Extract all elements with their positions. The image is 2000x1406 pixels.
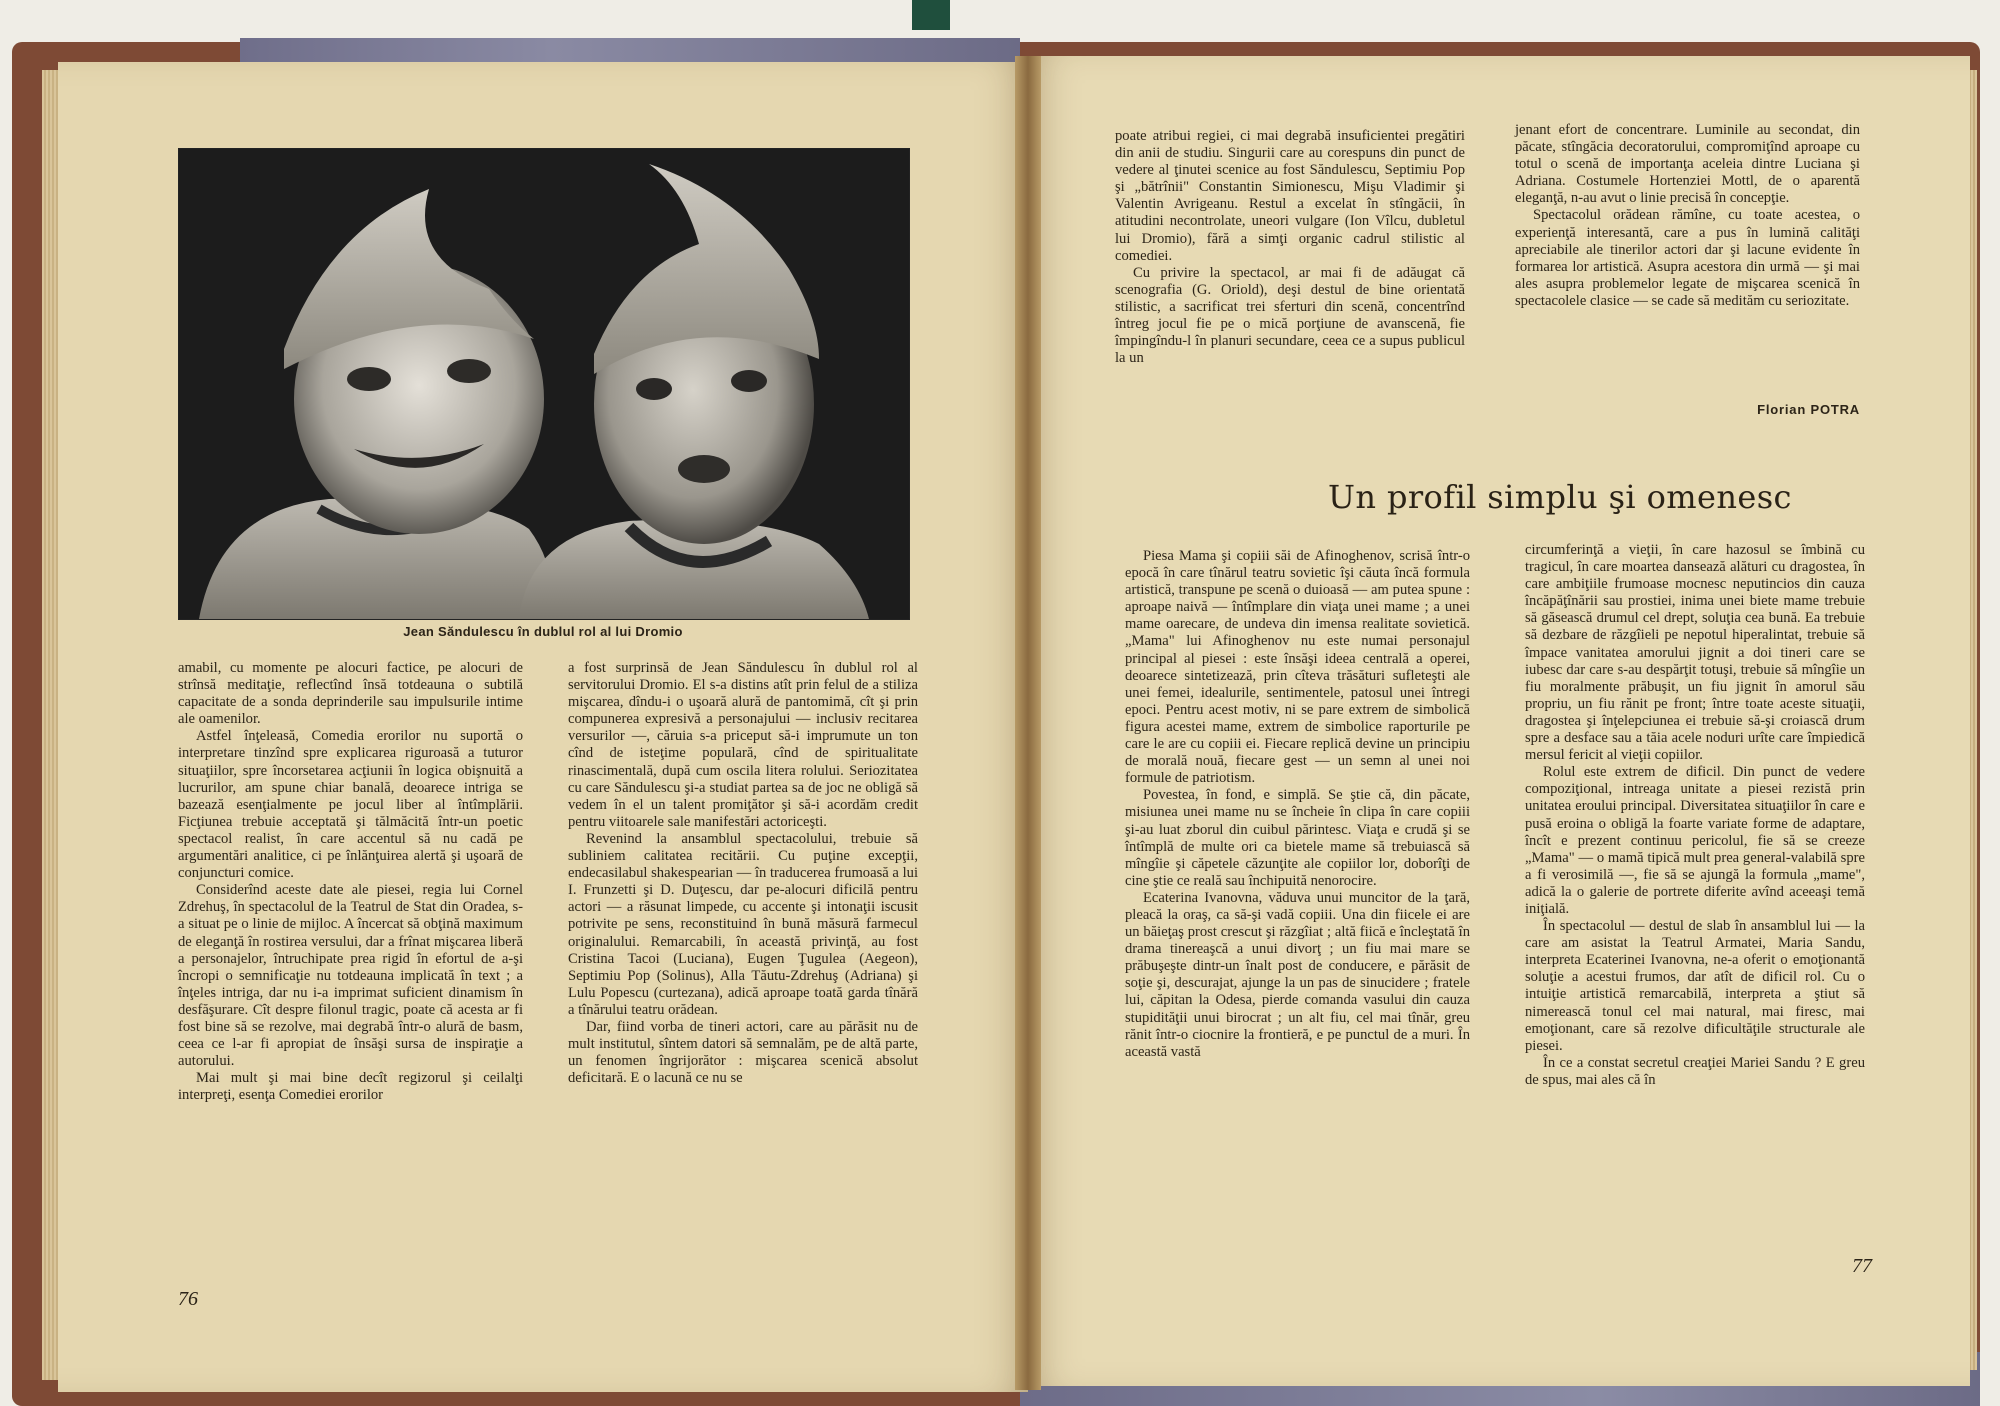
right-page-bottom-column-2 (1525, 542, 1865, 1089)
paragraph: circumferinţă a vieţii, în care hazosul se îmbină cu tragicul, în care moartea dansează alături cu dragostea, în care ambiţiile frumoase mocnesc neputincios din cauza încăpăţînării sau prostiei, inima unei biete mame trebuie să găsească drumul cel drept, soluţia cea bună. Ea trebuie să dezbare de răzgîieli pe nepotul hiperalintat, trebuie să împace vanitatea amorului jignit a doi tineri care se iubesc dar care s-au despărţit totuşi, trebuie să mîngîie un fiu moralmente prăbuşit, un fiu jignit în amorul său propriu, un fiu rănit pe front; între toate aceste situaţii, dragostea şi înţelepciunea ei trebuie să-şi croiască drum spre a desface sau a tăia acele noduri urîte care împiedică mersul fericit al vieţii copiilor. (1525, 542, 1865, 764)
page-number-right: 77 (1852, 1255, 1872, 1277)
paragraph: Astfel înţeleasă, Comedia erorilor nu suportă o interpretare tinzînd spre explicarea riguroasă a tuturor situaţiilor, spre încorsetarea acţiunii în logica obişnuită a lucrurilor, am spune chiar banală, deoarece intriga se bazează esenţialmente pe jocul liber al întîmplării. Ficţiunea trebuie acceptată şi tălmăcită într-un poetic spectacol realist, în care accentul să nu cadă pe argumentări analitice, ci pe înlănţuirea alertă şi uşoară de conjuncturi comice. (178, 728, 523, 882)
paragraph: Revenind la ansamblul spectacolului, trebuie să subliniem calitatea recitării. Cu puţine excepţii, endecasilabul shakespearian — în traducerea frumoasă a lui I. Frunzetti şi D. Duţescu, dar pe-alocuri dificilă pentru actori — a răsunat limpede, cu accente şi intonaţii iscusit potrivite pe sens, reconstituind în bună măsură farmecul originalului. Remarcabili, în această privinţă, au fost Cristina Tacoi (Luciana), Eugen Ţugulea (Aegeon), Septimiu Pop (Solinus), Alla Tăutu-Zdrehuş (Adriana) şi Lulu Popescu (curtezana), adică aproape toată garda tînără a tînărului teatru orădean. (568, 830, 918, 1018)
paragraph: Povestea, în fond, e simplă. Se ştie că, din păcate, misiunea unei mame nu se încheie în clipa în care copiii şi-au luat zborul din cuibul părintesc. Viaţa e crudă şi se întîmplă de multe ori ca bietele mame să trebuiască să mîngîie şi căpetele căzunţite ale copiilor lor, doborîţi de cine ştie ce reală sau închipuită nenorocire. (1125, 787, 1470, 889)
paragraph: În ce a constat secretul creaţiei Mariei Sandu ? E greu de spus, mai ales că în (1525, 1054, 1865, 1088)
right-page-bottom-column-1 (1125, 548, 1470, 1061)
paragraph: amabil, cu momente pe alocuri factice, pe alocuri de strînsă meditaţie, reflectînd însă totdeauna o subtilă capacitate de a sonda deprinderile sau impulsurile intime ale oamenilor. (178, 660, 523, 728)
paragraph: jenant efort de concentrare. Luminile au secondat, din păcate, stîngăcia decoratorului, compromiţînd aproape cu totul o scenă de importanţa aceleia dintre Luciana şi Adriana. Costumele Hortenziei Mottl, de o aparentă eleganţă, n-au avut o linie precisă în concepţie. (1515, 122, 1860, 207)
paragraph: poate atribui regiei, ci mai degrabă insuficientei pregătiri din anii de studiu. Singurii care au corespuns din punct de vedere al ţinutei scenice au fost Săndulescu, Septimiu Pop şi „bătrînii" Constantin Simionescu, Mişu Vladimir şi Valentin Avrigeanu. Restul a excelat în stîngăcii, în atitudini necontrolate, uneori vulgare (Ion Vîlcu, dubletul lui Dromio), fără a simţi organic cadrul stilistic al comediei. (1115, 128, 1465, 264)
article-heading: Un profil simplu şi omenesc (1328, 478, 1792, 516)
paragraph: Considerînd aceste date ale piesei, regia lui Cornel Zdrehuş, în spectacolul de la Teatrul de Stat din Oradea, s-a situat pe o linie de mijloc. A încercat să obţină maximum de eleganţă în rostirea versului, dar a frînat mişcarea liberă a personajelor, întruchipate prea rigid în efortul de a-şi încropi o semnificaţie nu totdeauna implicată în text ; a înţeles intriga, dar nu i-a imprimat suficient dinamism în desfăşurare. Cît despre filonul tragic, poate că acesta ar fi fost bine să se rezolve, mai degrabă într-o alură de basm, ceea ce l-ar fi apropiat de însăşi sursa de inspiraţie a autorului. (178, 882, 523, 1070)
background-object (912, 0, 950, 30)
paragraph: Cu privire la spectacol, ar mai fi de adăugat că scenografia (G. Oriold), deşi destul de bine orientată stilistic, a sacrificat trei sferturi din scenă, concentrînd întreg jocul fie pe o mică porţiune de avanscenă, fie împingîndu-l în planuri secundare, ceea ce a supus publicul la un (1115, 264, 1465, 367)
right-page-top-column-2 (1515, 122, 1860, 310)
page-number-left: 76 (178, 1288, 198, 1310)
paragraph: Spectacolul orădean rămîne, cu toate acestea, o experienţă interesantă, care a pus în lumină calităţi apreciabile ale tinerilor actori dar şi lacune evidente în formarea lor artistică. Asupra acestora din urmă — şi mai ales asupra problemelor legate de mişcarea scenică în spectacolele clasice — se cade să medităm cu seriozitate. (1515, 207, 1860, 309)
paragraph: Piesa Mama şi copiii săi de Afinoghenov, scrisă într-o epocă în care tînărul teatru sovietic îşi căuta încă formula artistică, transpune pe scenă o duioasă — am putea spune : aproape naivă — întîmplare din viaţa unei mame ; a unei mame oarecare, de undeva din imensa realitate sovietică. „Mama" lui Afinoghenov nu este numai personajul principal al piesei : este însăşi ideea centrală a operei, deoarece sintetizează, prin cîteva trăsături sufleteşti ale unei femei, idealurile, sentimentele, patosul unei întregi epoci. Pentru acest motiv, ni se pare extrem de simbolică figura acestei mame, extrem de simbolice raporturile pe care le are cu copiii ei. Fiecare replică devine un principiu de morală nouă, fiecare gest — un semn al unei noi formule de patriotism. (1125, 548, 1470, 787)
left-page-column-2 (568, 660, 918, 1087)
paragraph: Dar, fiind vorba de tineri actori, care au părăsit nu de mult institutul, sîntem datori să semnalăm, pe de altă parte, un fenomen îngrijorător : mişcarea scenică absolut deficitară. E o lacună ce nu se (568, 1018, 918, 1087)
paragraph: Rolul este extrem de dificil. Din punct de vedere compoziţional, intreaga unitate a piesei rezistă prin unitatea eroului principal. Diversitatea situaţiilor în care e pusă eroina o obligă la foarte variate forme de adaptare, încît e prezent continuu pericolul, fie să se creeze „Mama" — o mamă tipică mult prea general-valabilă spre a fi verosimilă —, fie să se ajungă la formula „mame", adică la o galerie de portrete diferite avînd aceeaşi temă iniţială. (1525, 764, 1865, 917)
photo-caption: Jean Săndulescu în dublul rol al lui Dromio (403, 624, 683, 639)
paragraph: Mai mult şi mai bine decît regizorul şi ceilalţi interpreţi, esenţa Comediei erorilor (178, 1070, 523, 1104)
left-page-column-1 (178, 660, 523, 1104)
paragraph: a fost surprinsă de Jean Săndulescu în dublul rol al servitorului Dromio. El s-a distins atît prin felul de a stiliza mişcarea, dîndu-i o uşoară alură de pantomimă, cît şi prin compunerea expresivă a personajului — inclusiv recitarea versurilor —, căruia s-a priceput să-i imprumute un ton cînd de isteţime populară, cînd de spiritualitate rinascimentală, după cum oscila litera rolului. Seriozitatea cu care Săndulescu şi-a studiat partea sa de joc ne obligă să vedem în el un talent promiţător şi să-i acordăm credit pentru viitoarele sale manifestări actoriceşti. (568, 660, 918, 830)
book-gutter (1015, 56, 1041, 1390)
author-signature: Florian POTRA (1757, 402, 1860, 417)
photo-illustration (179, 149, 909, 619)
theatre-photo (178, 148, 910, 620)
paragraph: Ecaterina Ivanovna, văduva unui muncitor de la ţară, pleacă la oraş, ca să-şi vadă copiii. Una din fiicele ei are un băieţaş prost crescut şi răzgîiat ; altă fiică e încleştată în drama tinereaşcă a unui divorţ ; un fiu mai mare se prăbuşeşte dintr-un înalt post de conducere, e părăsit de soţie şi, descurajat, ajunge la un pas de sinucidere ; fratele lui, căpitan la Odesa, pierde comanda vasului din cauza stupidităţii unui birocrat ; un alt fiu, cel mai tînăr, greu rănit într-o ciocnire la frontieră, e pe punctul de a muri. În această vastă (1125, 889, 1470, 1060)
paragraph: În spectacolul — destul de slab în ansamblul lui — la care am asistat la Teatrul Armatei, Maria Sandu, interpreta Ecaterinei Ivanovna, ne-a oferit o emoţionantă soluţie a acestui frumos, dar atît de dificil rol. Cu o intuiţie artistică remarcabilă, interpreta a ştiut să nimerească tonul cel mai natural, mai firesc, mai emoţionant, care să rezolve dificultăţile structurale ale piesei. (1525, 918, 1865, 1054)
right-page-top-column-1 (1115, 128, 1465, 367)
